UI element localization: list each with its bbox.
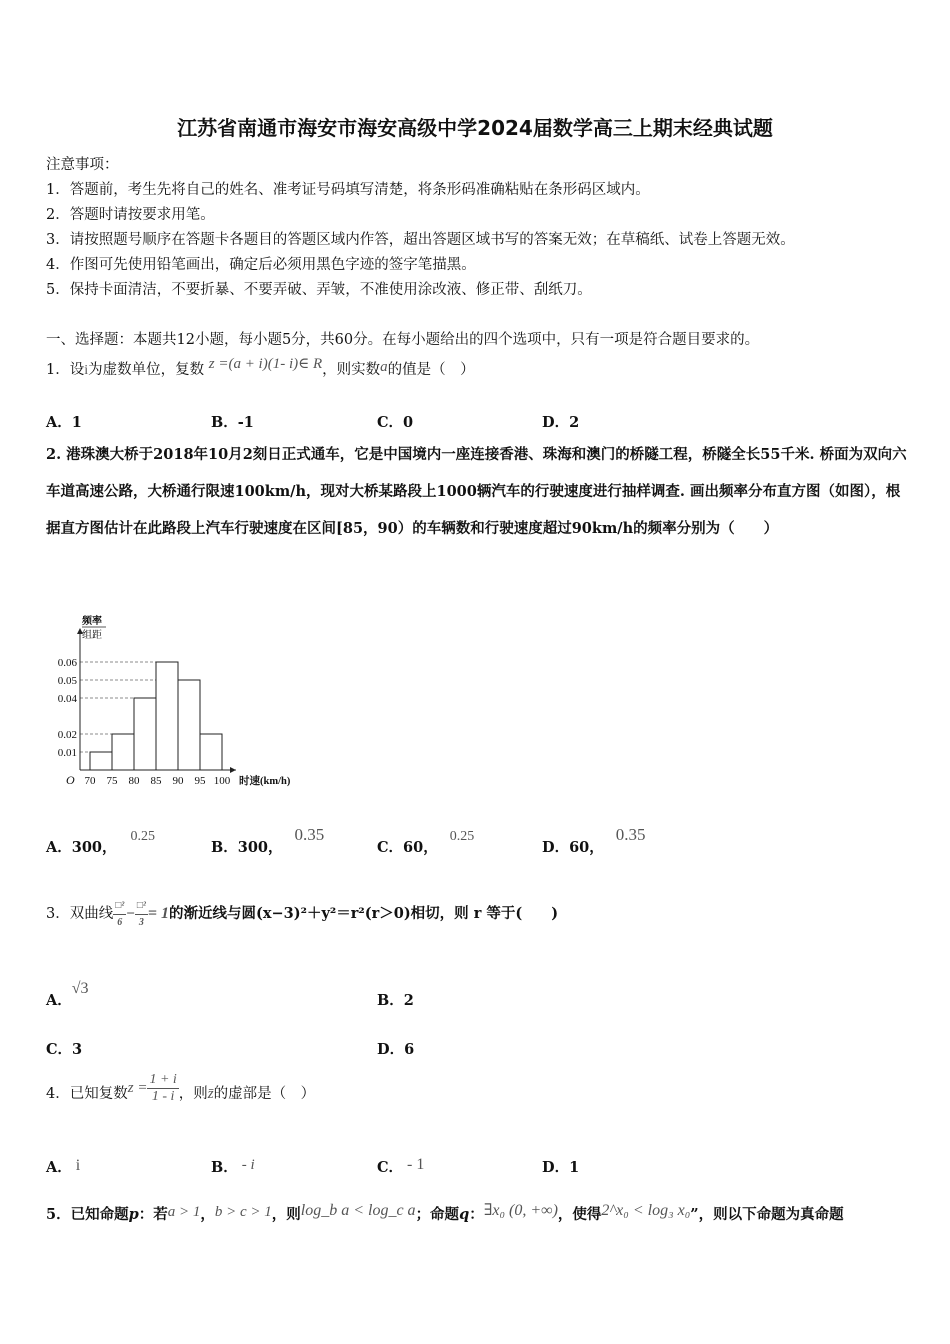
y-tick-label: 0.02 — [57, 729, 77, 741]
histogram-bar — [112, 734, 134, 770]
histogram-bar — [200, 734, 222, 770]
q3-post: 的渐近线与圆(x−3)²＋y²＝r²(r＞0)相切，则 r 等于( ) — [169, 905, 559, 922]
q5-cond-2: b > c > 1 — [214, 1204, 272, 1220]
y-axis-label-top: 频率 — [82, 616, 102, 627]
q2-option-a[interactable] — [46, 829, 156, 857]
y-tick-label: 0.05 — [57, 675, 77, 687]
origin-label: O — [66, 773, 75, 787]
notice-item: 5．保持卡面清洁，不要折暴、不要弄破、弄皱，不准使用涂改液、修正带、刮纸刀。 — [46, 282, 592, 298]
x-axis-label: 时速(km/h) — [239, 776, 291, 787]
q4-option-b-label: B． — [211, 1159, 238, 1176]
q3-frac-2: $\frac{\text{□²}}{3}$ — [136, 899, 146, 928]
q4-option-a-value: i — [75, 1157, 81, 1174]
histogram-bar — [134, 698, 156, 770]
q3-option-a-value: √3 — [71, 980, 89, 997]
q3-minus: − — [126, 906, 135, 922]
notice-item: 3．请按照题号顺序在答题卡各题目的答题区域内作答，超出答题区域书写的答案无效；在草稿纸、试卷上答题无效。 — [46, 232, 795, 248]
histogram-bar — [90, 752, 112, 770]
q3-option-c[interactable]: C．3 — [46, 1041, 83, 1058]
x-tick-label: 85 — [150, 775, 162, 787]
q5-cond-5: 2^x₀ < log₃ x₀ — [601, 1202, 691, 1219]
q4-pre: 4．已知复数 — [46, 1086, 128, 1102]
q5-t6: ，使得 — [557, 1206, 602, 1223]
notice-heading: 注意事项： — [46, 157, 119, 173]
y-axis-label-bottom: 组距 — [82, 630, 102, 641]
q5-cond-3: log_b a < log_c a — [300, 1202, 416, 1219]
q4-option-c[interactable] — [377, 1156, 424, 1177]
q1-pre: 1．设 — [46, 362, 85, 378]
q4-option-a[interactable] — [46, 1156, 80, 1177]
q3-option-a[interactable] — [46, 980, 89, 1010]
q2-option-a-value: 0.25 — [130, 829, 156, 844]
y-tick-label: 0.06 — [57, 657, 77, 669]
q3-frac-1: $\frac{\text{□²}}{6}$ — [115, 899, 125, 928]
q4-fraction: $\frac{1 + i}{1 - i}$ — [149, 1071, 177, 1104]
page-title: 江苏省南通市海安市海安高级中学2024届数学高三上期末经典试题 — [177, 116, 773, 140]
histogram-bar — [178, 680, 200, 770]
section-heading: 一、选择题：本题共12小题，每小题5分，共60分。在每小题给出的四个选项中，只有一项是符合题目要求的。 — [46, 332, 760, 348]
q5-t1: ：若 — [138, 1206, 168, 1223]
histogram-bar — [156, 662, 178, 770]
question-1 — [46, 358, 475, 379]
q5-t5: ： — [469, 1206, 484, 1223]
q2-option-c[interactable] — [377, 829, 475, 857]
x-tick-label: 90 — [172, 775, 184, 787]
question-3 — [46, 894, 558, 934]
x-axis-arrow — [230, 767, 236, 773]
q1-i: i — [84, 363, 89, 378]
q5-q: q — [459, 1206, 470, 1223]
q4-option-d[interactable]: D．1 — [542, 1159, 580, 1176]
q1-option-d[interactable]: D．2 — [542, 414, 580, 431]
q1-post1: ，则实数 — [322, 362, 381, 378]
notice-item: 2．答题时请按要求用笔。 — [46, 207, 215, 223]
q4-option-b-value: - i — [241, 1157, 255, 1173]
notice-item: 1．答题前，考生先将自己的姓名、准考证号码填写清楚，将条形码准确粘贴在条形码区域内。 — [46, 182, 650, 198]
q4-option-a-label: A． — [46, 1159, 72, 1176]
q2-option-d[interactable] — [542, 825, 646, 857]
q3-option-a-label: A． — [46, 992, 72, 1009]
q4-post: 的虚部是（ ） — [213, 1086, 316, 1102]
q5-t2: ， — [200, 1206, 215, 1223]
q3-pre: 3．双曲线 — [46, 906, 114, 922]
q2-option-a-label: A．300， — [46, 839, 117, 856]
q2-option-b-label: B．300， — [211, 839, 283, 856]
q2-option-d-value: 0.35 — [615, 825, 646, 844]
frequency-histogram — [46, 612, 336, 797]
q1-option-c[interactable]: C．0 — [377, 414, 414, 431]
x-tick-label: 100 — [213, 775, 231, 787]
q2-option-b[interactable] — [211, 825, 325, 857]
q4-mid: ，则 — [178, 1086, 208, 1102]
notice-item: 4．作图可先使用铅笔画出，确定后必须用黑色字迹的签字笔描黑。 — [46, 257, 476, 273]
q5-cond-4: ∃x₀ (0, +∞) — [483, 1202, 558, 1219]
q5-t4: ；命题 — [415, 1206, 460, 1223]
q1-formula: z =(a + i)(1- i)∈ R — [208, 356, 323, 372]
x-tick-label: 70 — [84, 775, 96, 787]
q1-a: a — [380, 359, 388, 375]
q5-p: p — [128, 1206, 139, 1223]
q2-option-d-label: D．60， — [542, 839, 604, 856]
x-tick-label: 95 — [194, 775, 206, 787]
q5-cond-1: a > 1 — [167, 1204, 201, 1220]
q1-post2: 的值是（ ） — [387, 362, 475, 378]
q5-pre: 5．已知命题 — [46, 1206, 129, 1223]
y-tick-label: 0.01 — [57, 747, 77, 759]
q1-mid: 为虚数单位，复数 — [88, 362, 205, 378]
q4-option-c-value: - 1 — [407, 1156, 425, 1173]
q2-option-b-value: 0.35 — [294, 825, 325, 844]
x-tick-label: 80 — [128, 775, 140, 787]
q2-option-c-value: 0.25 — [449, 829, 475, 844]
q4-zbar: z̄ — [207, 1086, 214, 1102]
q3-eq: = 1 — [147, 905, 170, 922]
q5-t3: ，则 — [271, 1206, 301, 1223]
y-tick-label: 0.04 — [57, 693, 77, 705]
q4-option-b[interactable] — [211, 1156, 255, 1177]
q3-option-b[interactable]: B．2 — [377, 992, 414, 1009]
q5-t7: ”，则以下命题为真命题 — [690, 1206, 844, 1223]
q1-option-b[interactable]: B．-1 — [211, 414, 254, 431]
q4-option-c-label: C． — [377, 1159, 404, 1176]
q4-z: z = — [127, 1080, 148, 1096]
q1-option-a[interactable]: A．1 — [46, 414, 82, 431]
q2-option-c-label: C．60， — [377, 839, 438, 856]
x-tick-label: 75 — [106, 775, 118, 787]
question-5 — [46, 1203, 844, 1224]
question-2-text: 2. 港珠澳大桥于2018年10月2刻日正式通车，它是中国境内一座连接香港、珠海和澳门的桥隧工程，桥隧全长55千米. 桥面为双向六车道高速公路，大桥通行限速100km/h，现对大桥某路段上1000辆汽车的行驶速度进行抽样调查. 画出频率分布直方图（如图），根据直方图估计在此路段上汽车行驶速度在区间[85，90）的车辆数和行驶速度超过90km/h的频率分别为（ ） — [46, 446, 907, 537]
question-4 — [46, 1072, 315, 1116]
q3-option-d[interactable]: D．6 — [377, 1041, 415, 1058]
